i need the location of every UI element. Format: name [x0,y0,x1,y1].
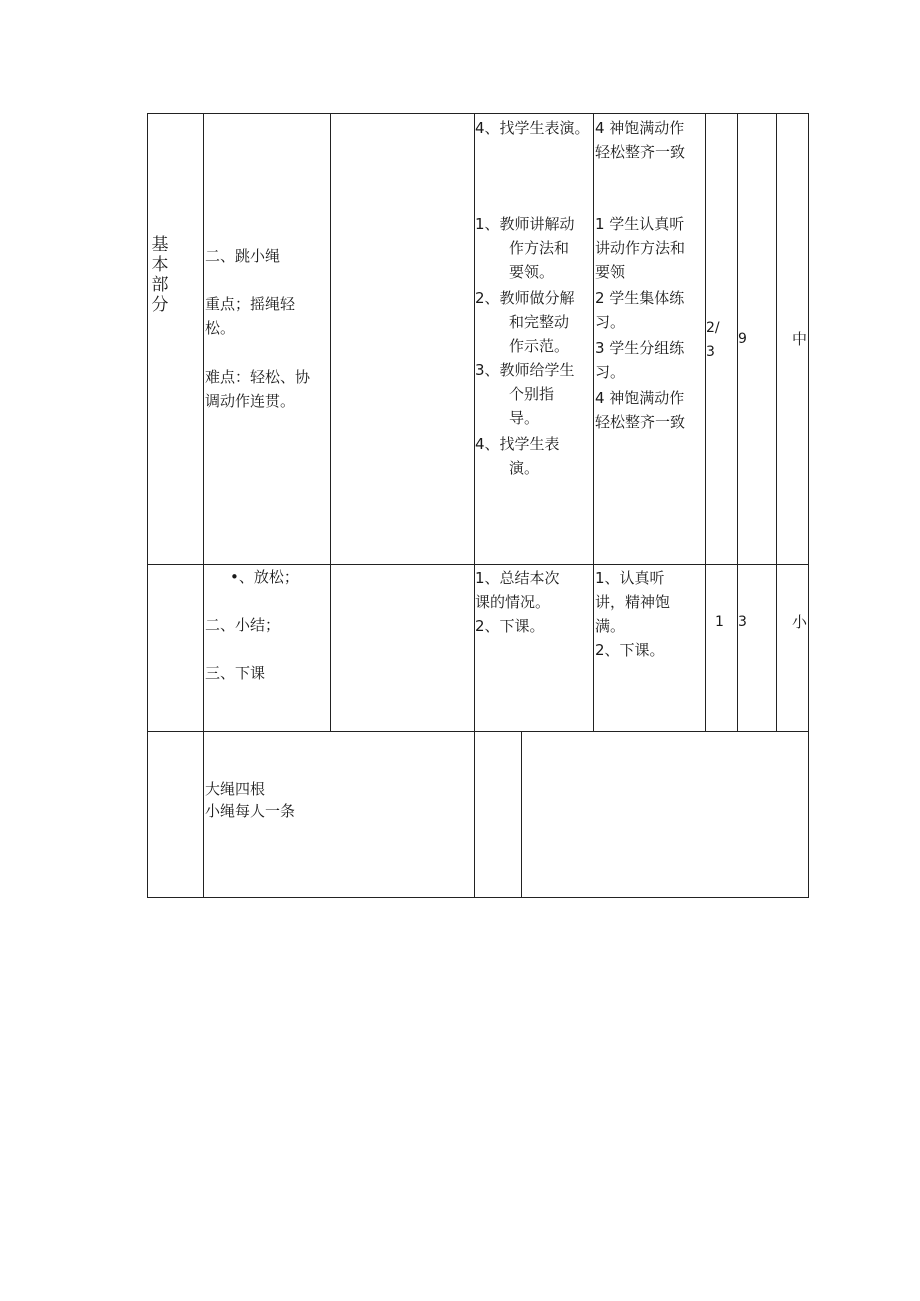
row2-intensity: 小 [792,613,808,631]
teacher-item: 和完整动 [509,313,570,331]
student-item: 2 学生集体练 [595,289,685,307]
content-item: 难点：轻松、协 [205,368,311,386]
student-item: 3 学生分组练 [595,339,685,357]
table-border-top [147,113,809,114]
teacher-item: 4、找学生表演。 [475,119,590,137]
student-item: 轻松整齐一致 [595,143,686,161]
student-item: 讲，精神饱 [595,593,671,611]
content-item: •、放松； [230,568,299,586]
student-item: 要领 [595,263,626,281]
equipment-item: 大绳四根 [205,780,266,798]
content-item: 重点；摇绳轻 [205,295,296,313]
column-divider [776,113,777,732]
teacher-item: 1、总结本次 [475,569,560,587]
teacher-item: 导。 [509,409,540,427]
student-item: 4 神饱满动作 [595,119,685,137]
teacher-item: 课的情况。 [475,593,551,611]
row2-time: 3 [738,614,747,630]
student-item: 满。 [595,617,626,635]
teacher-item: 要领。 [509,263,555,281]
row2-count: 1 [715,614,724,630]
student-item: 习。 [595,313,626,331]
teacher-item: 1、教师讲解动 [475,215,575,233]
content-item: 二、小结； [205,616,281,634]
column-divider [203,113,204,898]
teacher-item: 作示范。 [509,337,570,355]
student-item: 轻松整齐一致 [595,413,686,431]
student-item: 讲动作方法和 [595,239,686,257]
teacher-item: 个别指 [509,385,555,403]
column-divider [521,731,522,898]
teacher-item: 演。 [509,459,540,477]
column-divider [330,113,331,732]
student-item: 2、下课。 [595,641,665,659]
equipment-item: 小绳每人一条 [205,802,296,820]
teacher-item: 2、下课。 [475,617,545,635]
student-item: 1 学生认真听 [595,215,685,233]
column-divider [737,113,738,732]
student-item: 1、认真听 [595,569,665,587]
content-item: 三、下课 [205,664,266,682]
column-divider [593,113,594,732]
row1-time: 9 [738,331,747,347]
section-label-basic-part: 基本部分 [151,235,169,315]
teacher-item: 3、教师给学生 [475,361,575,379]
table-border-left [147,113,148,898]
teacher-item: 4、找学生表 [475,435,560,453]
content-item: 二、跳小绳 [205,247,281,265]
content-item: 调动作连贯。 [205,392,296,410]
table-border-right [808,113,809,898]
student-item: 4 神饱满动作 [595,389,685,407]
teacher-item: 2、教师做分解 [475,289,575,307]
row1-count: 2/ [706,320,720,336]
student-item: 习。 [595,363,626,381]
row1-intensity: 中 [792,330,808,348]
column-divider [705,113,706,732]
table-border-bottom [147,897,809,898]
row-divider [147,731,809,732]
content-item: 松。 [205,319,236,337]
teacher-item: 作方法和 [509,239,570,257]
row1-count: 3 [706,344,715,360]
